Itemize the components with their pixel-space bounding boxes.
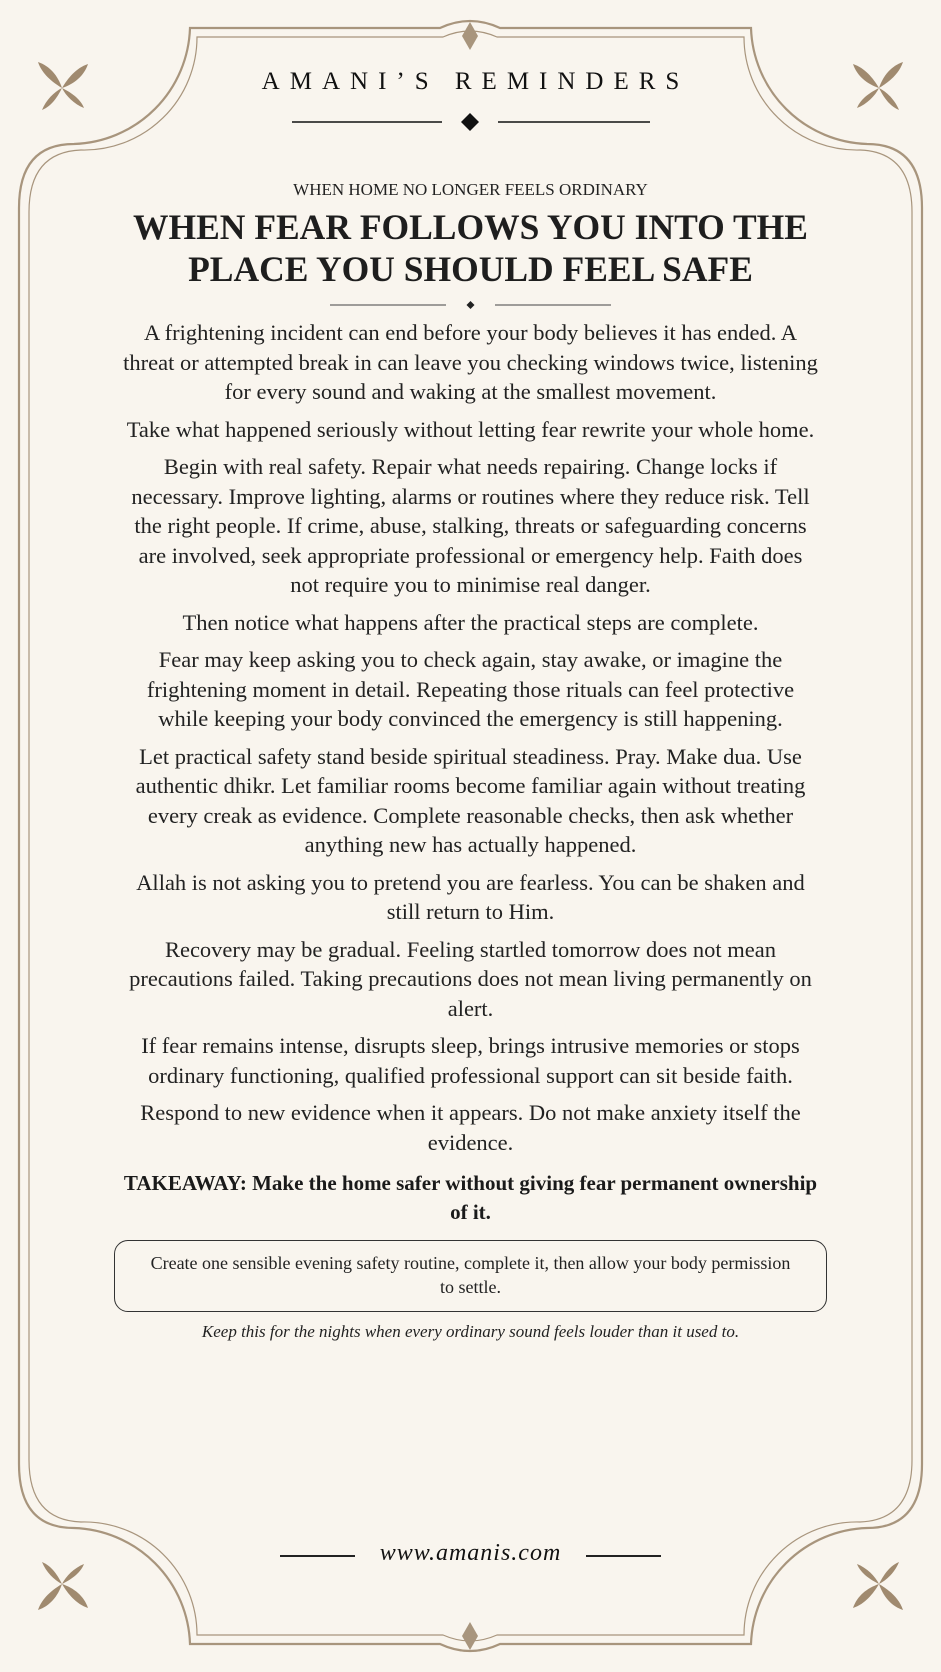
footer-divider-right: [586, 1555, 661, 1557]
action-box: Create one sensible evening safety routine, complete it, then allow your body permission to settle.: [114, 1240, 827, 1312]
paragraph: Fear may keep asking you to check again, stay awake, or imagine the frightening moment in detail. Repeating those rituals can feel protective while keeping your body convinced the emergency is still happening.: [146, 647, 795, 731]
paragraph: Allah is not asking you to pretend you are fearless. You can be shaken and still return to Him.: [136, 869, 805, 924]
footer: [0, 1540, 941, 1570]
closing-note: Keep this for the nights when every ordinary sound feels louder than it used to.: [201, 1322, 740, 1341]
bottom-diamond-ornament: [462, 1622, 478, 1650]
article-eyebrow: WHEN HOME NO LONGER FEELS ORDINARY: [293, 180, 648, 199]
top-diamond-ornament: [462, 22, 478, 50]
paragraph: Take what happened seriously without letting fear rewrite your whole home.: [126, 416, 815, 442]
paragraph: Recovery may be gradual. Feeling startled tomorrow does not mean precautions failed. Taking precautions does not mean living permanently on alert.: [129, 936, 812, 1021]
paragraph: Then notice what happens after the practical steps are complete.: [182, 609, 759, 635]
title-divider: [122, 296, 819, 314]
website-link[interactable]: www.amanis.com: [379, 1540, 562, 1566]
paragraph: A frightening incident can end before your body believes it has ended. A threat or attempted break in can leave you checking windows twice, listening for every sound and waking at the smallest movement.: [123, 320, 818, 404]
brand-title: AMANI’S REMINDERS: [261, 68, 690, 95]
brand-divider: [0, 112, 941, 132]
paragraph: If fear remains intense, disrupts sleep, brings intrusive memories or stops ordinary functioning, qualified professional support can sit beside faith.: [141, 1033, 800, 1088]
paragraph: Begin with real safety. Repair what needs repairing. Change locks if necessary. Improve lighting, alarms or routines where they reduce risk. Tell the right people. If crime, abuse, stalking, threats or safeguarding concerns are involved, seek appropriate professional or emergency help. Faith does not require you to minimise real danger.: [131, 454, 810, 597]
paragraph: Respond to new evidence when it appears. Do not make anxiety itself the evidence.: [140, 1100, 801, 1155]
article: [122, 180, 819, 1342]
article-title: WHEN FEAR FOLLOWS YOU INTO THE PLACE YOU SHOULD FEEL SAFE: [133, 207, 808, 289]
paragraph: Let practical safety stand beside spiritual steadiness. Pray. Make dua. Use authentic dhikr. Let familiar rooms become familiar again without treating every creak as evidence. Complete reasonable checks, then ask whether anything new has actually happened.: [135, 743, 806, 857]
takeaway: TAKEAWAY: Make the home safer without giving fear permanent ownership of it.: [123, 1171, 818, 1224]
